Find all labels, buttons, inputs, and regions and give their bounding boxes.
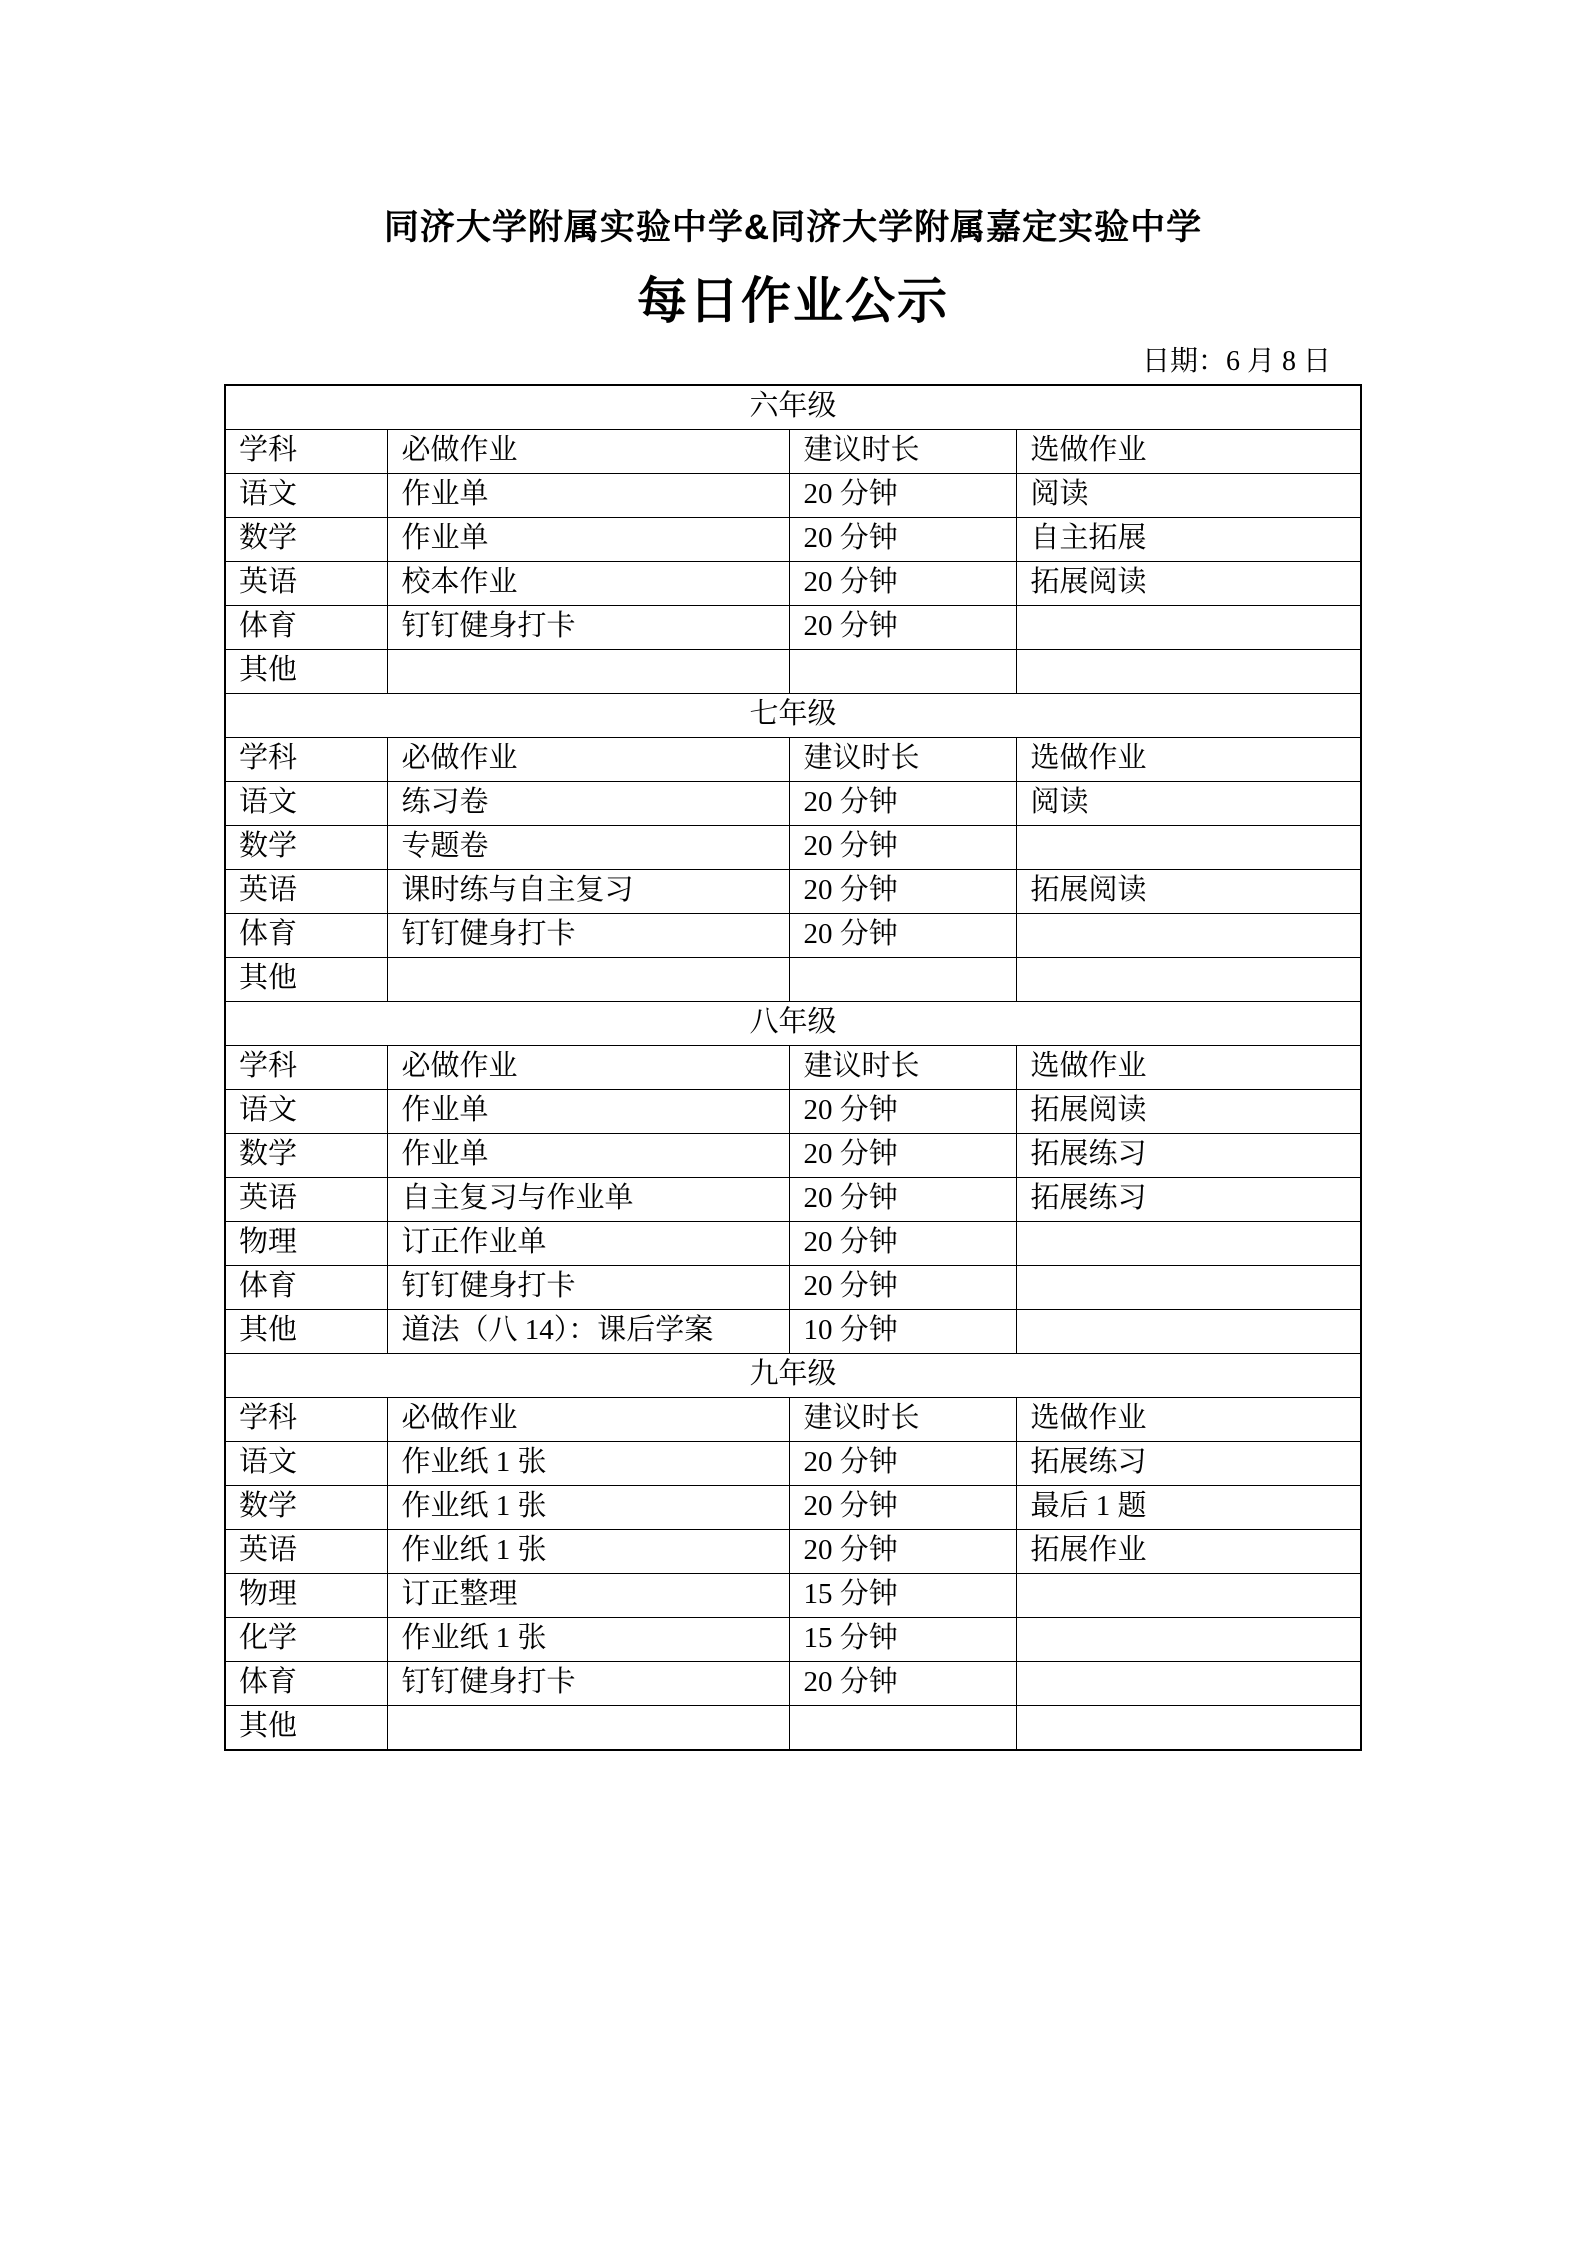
subject-cell: 数学 [225,517,388,561]
required-work-cell [388,1705,790,1750]
grade-section-row [225,1353,1361,1397]
grade-section-row [225,1001,1361,1045]
required-work-cell: 作业纸 1 张 [388,1485,790,1529]
column-header-row [225,737,1361,781]
duration-cell [790,957,1017,1001]
required-work-cell: 作业纸 1 张 [388,1529,790,1573]
optional-work-cell: 拓展阅读 [1017,1089,1361,1133]
homework-table [224,384,1362,1751]
table-row [225,1089,1361,1133]
subject-cell: 数学 [225,825,388,869]
table-row [225,1529,1361,1573]
optional-work-cell: 阅读 [1017,781,1361,825]
date-label: 日期：6 月 8 日 [1141,346,1331,378]
table-row [225,781,1361,825]
optional-work-cell: 拓展练习 [1017,1441,1361,1485]
table-row [225,605,1361,649]
duration-cell: 20 分钟 [790,473,1017,517]
subject-cell: 英语 [225,869,388,913]
grade-section-row [225,385,1361,430]
column-header-row [225,1045,1361,1089]
subject-cell: 语文 [225,1441,388,1485]
column-header-required-work: 必做作业 [388,1045,790,1089]
page-title: 每日作业公示 [637,273,949,330]
table-row [225,869,1361,913]
column-header-required-work: 必做作业 [388,1397,790,1441]
optional-work-cell: 拓展阅读 [1017,869,1361,913]
required-work-cell: 订正作业单 [388,1221,790,1265]
required-work-cell: 专题卷 [388,825,790,869]
subject-cell: 数学 [225,1133,388,1177]
table-row [225,1617,1361,1661]
table-row [225,1441,1361,1485]
required-work-cell: 钉钉健身打卡 [388,1265,790,1309]
required-work-cell: 作业单 [388,473,790,517]
table-row [225,1661,1361,1705]
subject-cell: 其他 [225,1705,388,1750]
subject-cell: 物理 [225,1221,388,1265]
duration-cell: 20 分钟 [790,1485,1017,1529]
duration-cell: 20 分钟 [790,605,1017,649]
table-row [225,825,1361,869]
duration-cell: 15 分钟 [790,1573,1017,1617]
column-header-optional-work: 选做作业 [1017,429,1361,473]
subject-cell: 其他 [225,1309,388,1353]
duration-cell: 20 分钟 [790,1265,1017,1309]
column-header-duration: 建议时长 [790,1045,1017,1089]
duration-cell: 20 分钟 [790,1177,1017,1221]
required-work-cell: 作业纸 1 张 [388,1441,790,1485]
column-header-duration: 建议时长 [790,1397,1017,1441]
optional-work-cell [1017,649,1361,693]
duration-cell: 20 分钟 [790,561,1017,605]
optional-work-cell: 拓展练习 [1017,1177,1361,1221]
optional-work-cell: 拓展练习 [1017,1133,1361,1177]
table-row [225,1177,1361,1221]
required-work-cell: 作业单 [388,517,790,561]
duration-cell: 20 分钟 [790,1089,1017,1133]
school-title: 同济大学附属实验中学&同济大学附属嘉定实验中学 [383,208,1203,247]
required-work-cell: 钉钉健身打卡 [388,1661,790,1705]
grade-section-title: 七年级 [225,693,1361,737]
required-work-cell: 钉钉健身打卡 [388,913,790,957]
duration-cell: 20 分钟 [790,1441,1017,1485]
column-header-optional-work: 选做作业 [1017,737,1361,781]
optional-work-cell [1017,1617,1361,1661]
required-work-cell: 作业单 [388,1133,790,1177]
subject-cell: 语文 [225,1089,388,1133]
subject-cell: 语文 [225,473,388,517]
optional-work-cell: 拓展阅读 [1017,561,1361,605]
required-work-cell: 钉钉健身打卡 [388,605,790,649]
subject-cell: 英语 [225,561,388,605]
table-row [225,957,1361,1001]
duration-cell: 20 分钟 [790,1133,1017,1177]
subject-cell: 其他 [225,649,388,693]
subject-cell: 体育 [225,605,388,649]
duration-cell: 20 分钟 [790,825,1017,869]
column-header-optional-work: 选做作业 [1017,1045,1361,1089]
required-work-cell [388,649,790,693]
optional-work-cell [1017,957,1361,1001]
subject-cell: 英语 [225,1177,388,1221]
required-work-cell: 校本作业 [388,561,790,605]
column-header-optional-work: 选做作业 [1017,1397,1361,1441]
optional-work-cell [1017,1265,1361,1309]
subject-cell: 语文 [225,781,388,825]
grade-section-row [225,693,1361,737]
subject-cell: 物理 [225,1573,388,1617]
column-header-duration: 建议时长 [790,429,1017,473]
duration-cell: 15 分钟 [790,1617,1017,1661]
subject-cell: 体育 [225,1661,388,1705]
duration-cell: 20 分钟 [790,517,1017,561]
duration-cell: 20 分钟 [790,1529,1017,1573]
optional-work-cell [1017,1661,1361,1705]
optional-work-cell [1017,1309,1361,1353]
grade-section-title: 九年级 [225,1353,1361,1397]
table-row [225,1573,1361,1617]
duration-cell: 20 分钟 [790,913,1017,957]
optional-work-cell [1017,605,1361,649]
optional-work-cell [1017,913,1361,957]
column-header-required-work: 必做作业 [388,737,790,781]
grade-section-title: 八年级 [225,1001,1361,1045]
subject-cell: 体育 [225,913,388,957]
table-row [225,913,1361,957]
duration-cell: 20 分钟 [790,1221,1017,1265]
optional-work-cell: 最后 1 题 [1017,1485,1361,1529]
column-header-row [225,1397,1361,1441]
column-header-subject: 学科 [225,1045,388,1089]
subject-cell: 化学 [225,1617,388,1661]
required-work-cell: 作业单 [388,1089,790,1133]
optional-work-cell: 拓展作业 [1017,1529,1361,1573]
column-header-subject: 学科 [225,737,388,781]
column-header-required-work: 必做作业 [388,429,790,473]
table-row [225,1133,1361,1177]
required-work-cell: 课时练与自主复习 [388,869,790,913]
optional-work-cell [1017,1573,1361,1617]
duration-cell [790,1705,1017,1750]
required-work-cell [388,957,790,1001]
table-row [225,1221,1361,1265]
duration-cell [790,649,1017,693]
table-row [225,473,1361,517]
table-row [225,517,1361,561]
duration-cell: 20 分钟 [790,781,1017,825]
optional-work-cell [1017,1705,1361,1750]
optional-work-cell: 阅读 [1017,473,1361,517]
subject-cell: 其他 [225,957,388,1001]
column-header-duration: 建议时长 [790,737,1017,781]
subject-cell: 体育 [225,1265,388,1309]
column-header-subject: 学科 [225,429,388,473]
optional-work-cell [1017,825,1361,869]
required-work-cell: 订正整理 [388,1573,790,1617]
table-row [225,1485,1361,1529]
required-work-cell: 作业纸 1 张 [388,1617,790,1661]
duration-cell: 20 分钟 [790,869,1017,913]
table-row [225,1705,1361,1750]
table-row [225,1265,1361,1309]
subject-cell: 数学 [225,1485,388,1529]
column-header-row [225,429,1361,473]
required-work-cell: 自主复习与作业单 [388,1177,790,1221]
duration-cell: 20 分钟 [790,1661,1017,1705]
required-work-cell: 练习卷 [388,781,790,825]
table-row [225,1309,1361,1353]
duration-cell: 10 分钟 [790,1309,1017,1353]
optional-work-cell [1017,1221,1361,1265]
grade-section-title: 六年级 [225,385,1361,430]
required-work-cell: 道法（八 14）：课后学案 [388,1309,790,1353]
column-header-subject: 学科 [225,1397,388,1441]
optional-work-cell: 自主拓展 [1017,517,1361,561]
table-row [225,649,1361,693]
subject-cell: 英语 [225,1529,388,1573]
table-row [225,561,1361,605]
